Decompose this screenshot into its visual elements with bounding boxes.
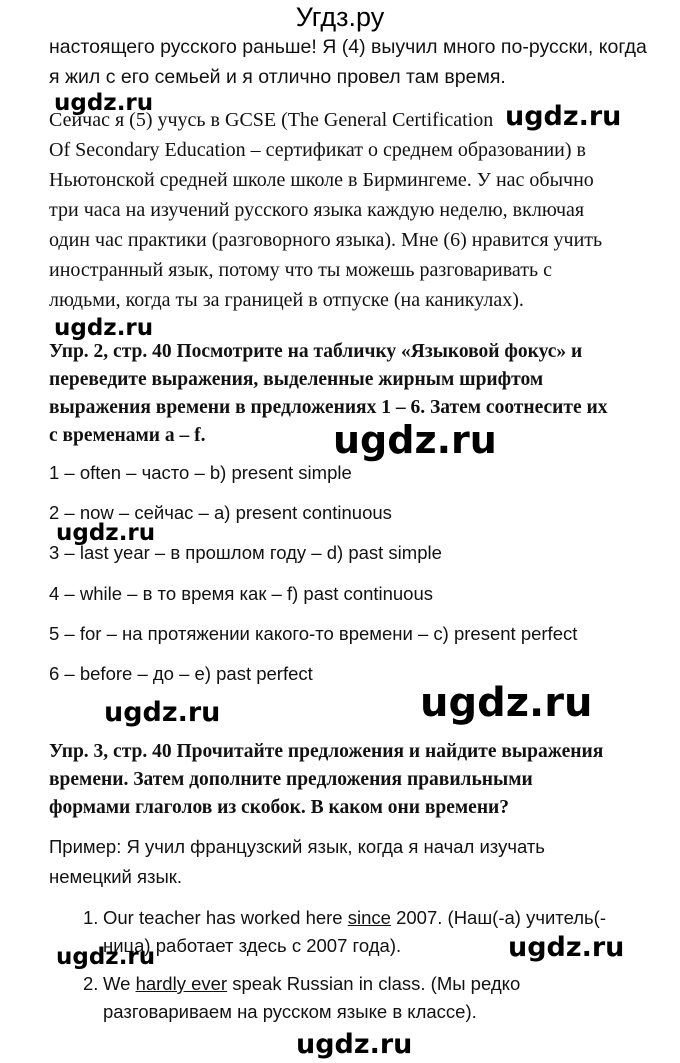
- exercise2-item: 5 – for – на протяжении какого-то времени – c) present perfect: [49, 623, 578, 644]
- item-text: 2007. (Наш(-а) учитель(-: [390, 907, 607, 928]
- exercise3-heading: Упр. 3, стр. 40 Прочитайте предложения и найдите выражения: [49, 741, 604, 762]
- time-expression: since: [347, 907, 391, 928]
- exercise2-item: 2 – now – сейчас – a) present continuous: [49, 502, 392, 523]
- watermark: ugdz.ru: [104, 697, 221, 728]
- watermark: ugdz.ru: [54, 90, 154, 116]
- site-title: Угдз.ру: [295, 2, 385, 32]
- watermark: ugdz.ru: [56, 520, 156, 546]
- exercise3-heading: формами глаголов из скобок. В каком они времени?: [49, 797, 510, 818]
- intro-line: иностранный язык, потому что ты можешь разговаривать с: [49, 259, 552, 281]
- intro-line: настоящего русского раньше! Я (4) выучил много по-русски, когда: [49, 36, 647, 58]
- watermark: ugdz.ru: [420, 680, 593, 726]
- exercise3-item: [103, 907, 606, 929]
- watermark: ugdz.ru: [296, 1029, 413, 1060]
- exercise3-example: Пример: Я учил французский язык, когда я начал изучать: [49, 836, 545, 857]
- intro-line: Сейчас я (5) учусь в GCSE (The General Certification: [49, 109, 494, 131]
- intro-line: один час практики (разговорного языка). Мне (6) нравится учить: [49, 229, 603, 251]
- intro-line: я жил с его семьей и я отлично провел там время.: [49, 66, 506, 88]
- exercise3-item-number: 1.: [83, 907, 99, 928]
- exercise2-heading: переведите выражения, выделенные жирным шрифтом: [49, 369, 544, 390]
- exercise2-heading: Упр. 2, стр. 40 Посмотрите на табличку «Языковой фокус» и: [49, 341, 583, 362]
- time-expression: hardly ever: [135, 973, 228, 994]
- exercise2-item: 1 – often – часто – b) present simple: [49, 462, 352, 483]
- item-text: speak Russian in class. (Мы редко: [227, 973, 521, 994]
- watermark: ugdz.ru: [333, 418, 497, 462]
- exercise2-item: 4 – while – в то время как – f) past continuous: [49, 583, 434, 604]
- intro-line: три часа на изучений русского языка каждую неделю, включая: [49, 199, 585, 221]
- item-text: We: [103, 973, 136, 994]
- exercise2-item: 3 – last year – в прошлом году – d) past simple: [49, 542, 442, 563]
- watermark: ugdz.ru: [56, 944, 156, 970]
- watermark: ugdz.ru: [508, 932, 625, 963]
- watermark: ugdz.ru: [54, 315, 154, 341]
- exercise2-heading: выражения времени в предложениях 1 – 6. Затем соотнесите их: [49, 397, 608, 418]
- exercise3-item-line2: ница) работает здесь с 2007 года).: [103, 935, 402, 956]
- exercise3-heading: времени. Затем дополните предложения правильными: [49, 769, 533, 790]
- intro-line: людьми, когда ты за границей в отпуске (на каникулах).: [49, 289, 524, 311]
- watermark: ugdz.ru: [505, 101, 622, 132]
- exercise2-heading: с временами a – f.: [49, 425, 206, 446]
- item-text: Our teacher has worked here: [103, 907, 348, 928]
- exercise2-item: 6 – before – до – e) past perfect: [49, 663, 313, 684]
- intro-line: Of Secondary Education – сертификат о среднем образовании) в: [49, 139, 586, 161]
- exercise3-example: немецкий язык.: [49, 866, 183, 887]
- exercise3-item: [103, 973, 520, 995]
- exercise3-item-line2: разговариваем на русском языке в классе).: [103, 1001, 477, 1022]
- exercise3-item-number: 2.: [83, 973, 99, 994]
- intro-line: Ньютонской средней школе школе в Бирмингеме. У нас обычно: [49, 169, 594, 191]
